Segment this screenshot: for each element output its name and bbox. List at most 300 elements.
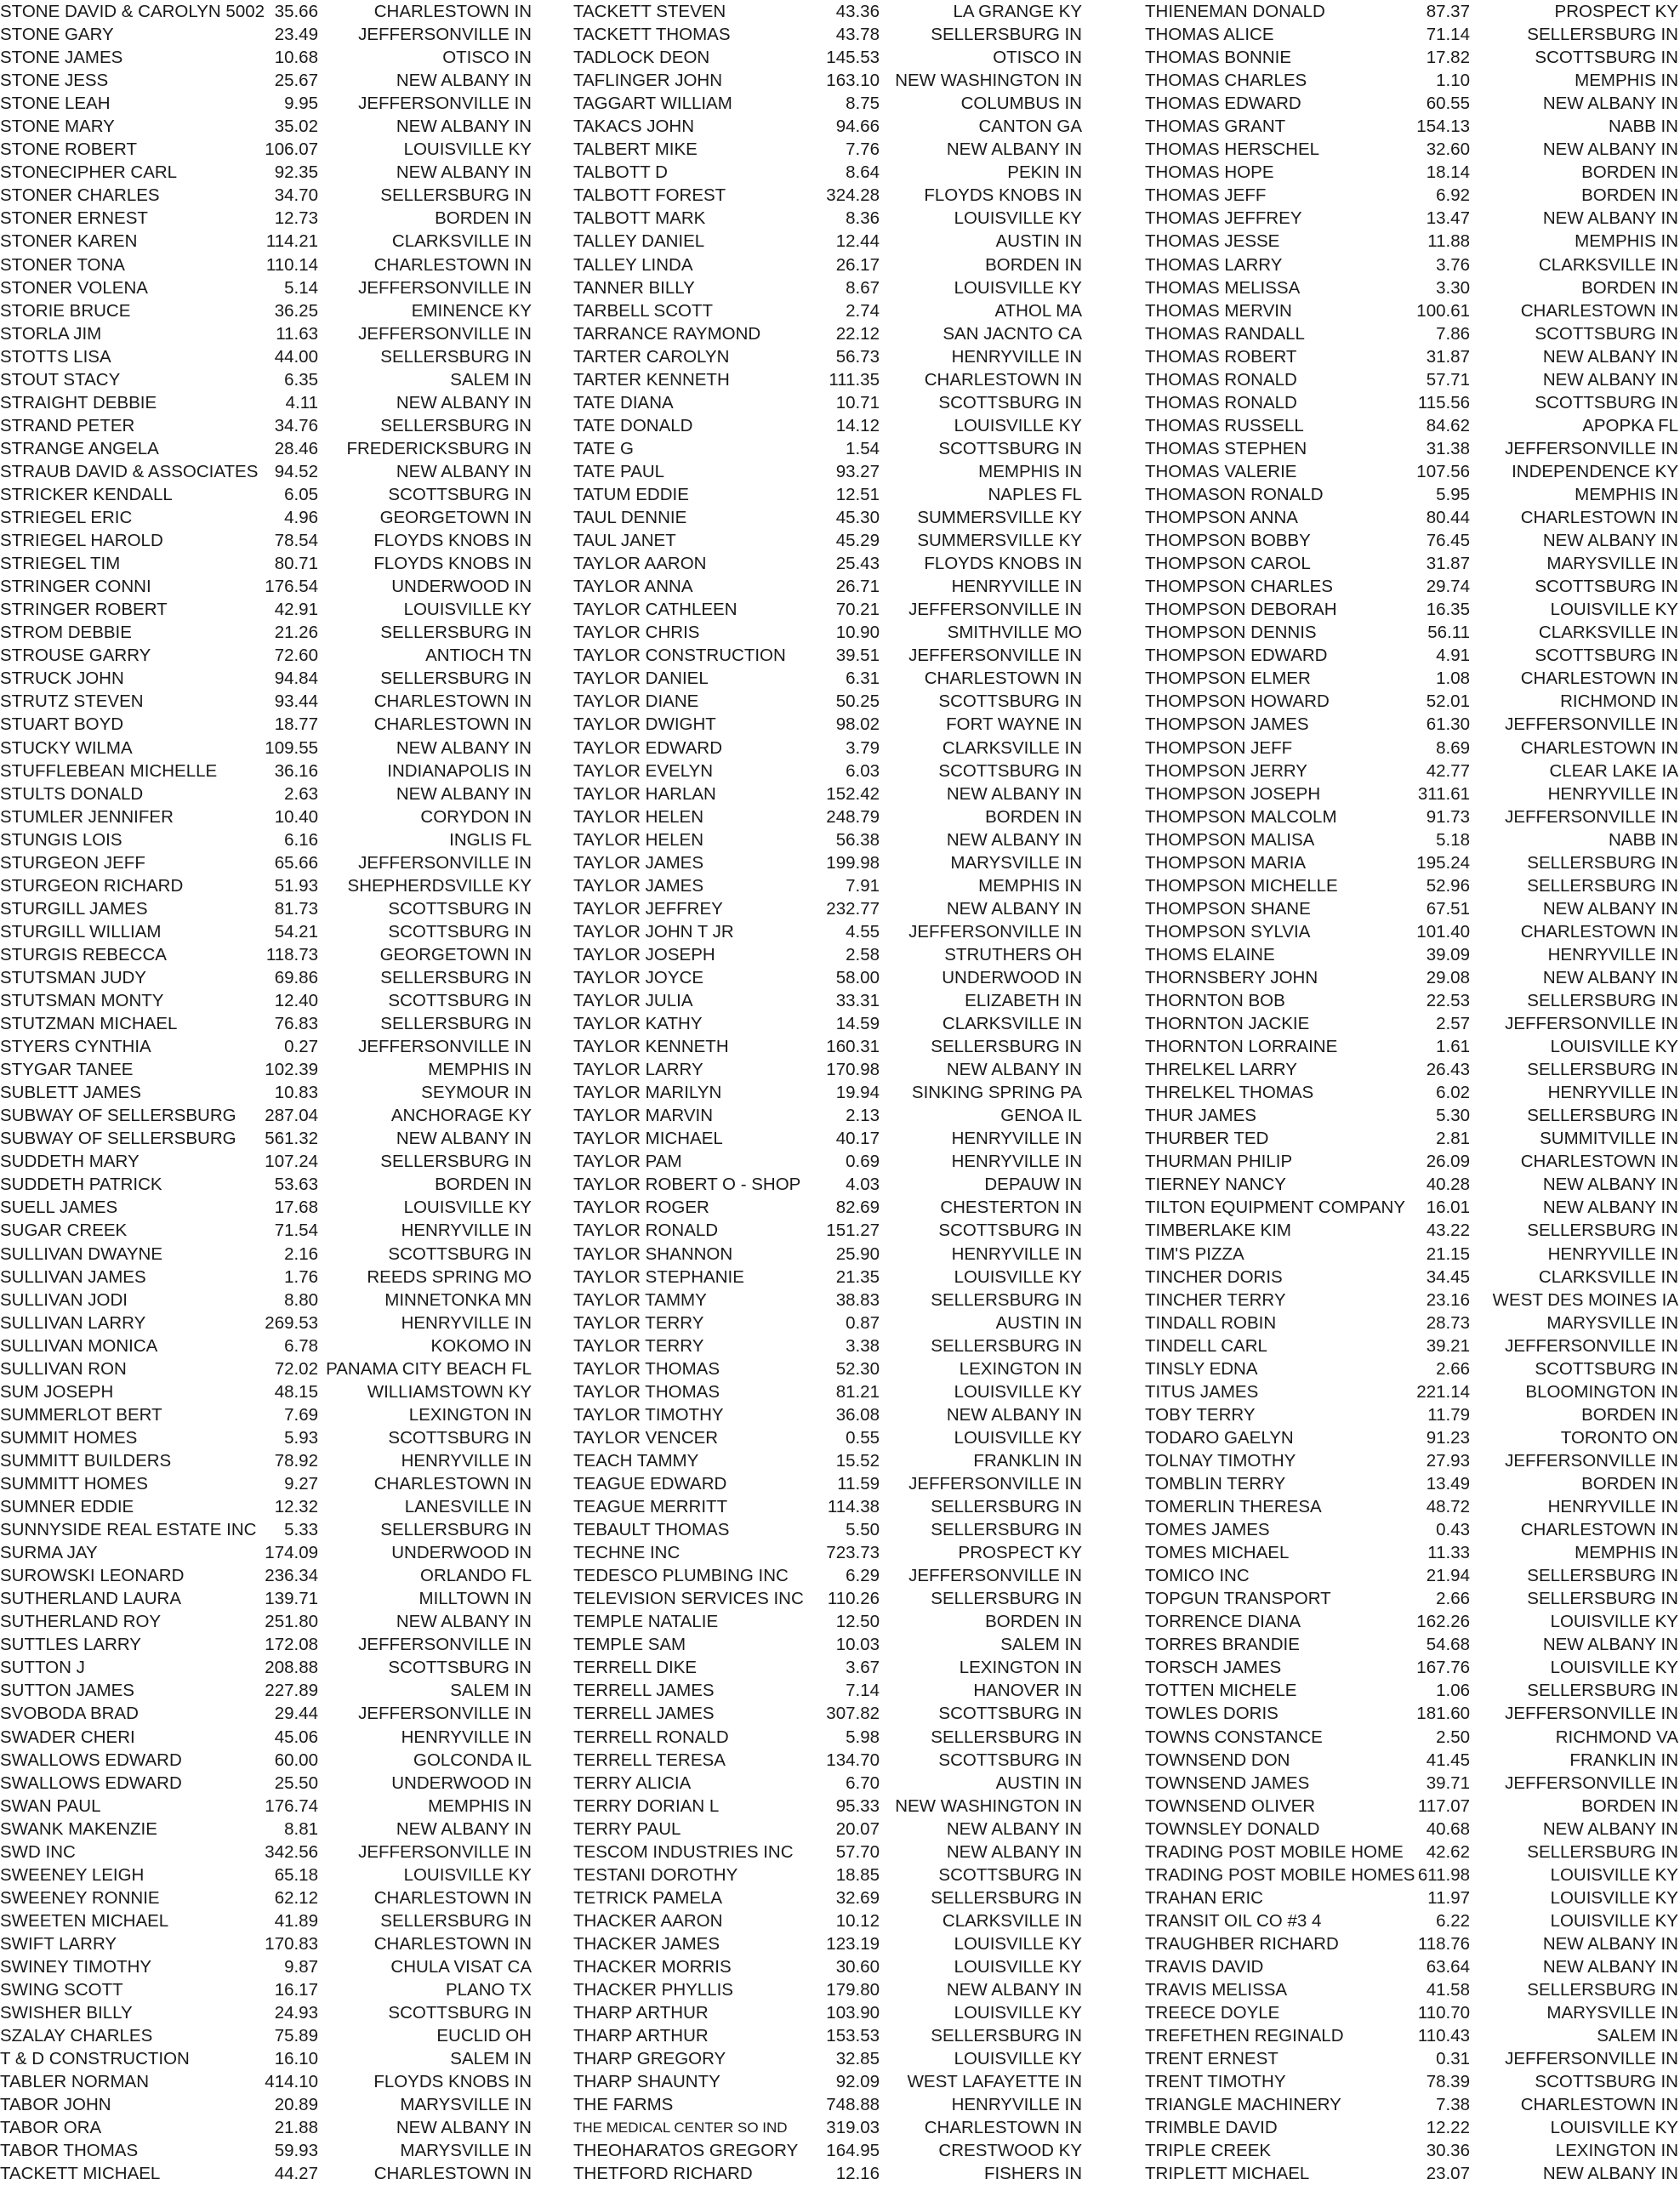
- list-item: [0, 737, 536, 760]
- list-item: [1145, 1610, 1680, 1633]
- city-state: LOUISVILLE KY: [954, 1427, 1082, 1448]
- amount: 2.74: [846, 300, 880, 321]
- city-state: APOPKA FL: [1582, 415, 1678, 435]
- amount: 7.86: [1436, 323, 1470, 344]
- amount: 94.52: [274, 461, 318, 481]
- list-item: [1145, 1357, 1680, 1380]
- city-state: JEFFERSONVILLE IN: [358, 277, 532, 298]
- list-item: [573, 874, 1126, 897]
- owner-name: SWEENEY LEIGH: [0, 1864, 145, 1885]
- owner-name: THOMPSON SHANE: [1145, 898, 1311, 919]
- city-state: SELLERSBURG IN: [931, 1520, 1082, 1540]
- amount: 56.38: [835, 829, 880, 850]
- list-item: [1145, 1334, 1680, 1357]
- owner-name: TREECE DOYLE: [1145, 2003, 1280, 2023]
- owner-name: TACKETT MICHAEL: [0, 2164, 161, 2184]
- amount: 21.26: [274, 623, 318, 643]
- city-state: OTISCO IN: [442, 48, 532, 68]
- city-state: SALEM IN: [450, 1681, 532, 1701]
- list-item: [0, 1541, 536, 1564]
- list-item: [573, 2070, 1126, 2093]
- amount: 91.73: [1426, 806, 1470, 827]
- list-item: [0, 760, 536, 782]
- list-item: [573, 1312, 1126, 1334]
- city-state: SCOTTSBURG IN: [1535, 2072, 1678, 2092]
- amount: 80.44: [1426, 508, 1470, 528]
- city-state: CLARKSVILLE IN: [942, 737, 1082, 758]
- amount: 227.89: [265, 1681, 318, 1701]
- city-state: JEFFERSONVILLE IN: [1505, 1772, 1678, 1793]
- amount: 42.77: [1426, 760, 1470, 781]
- amount: 0.31: [1436, 2049, 1470, 2069]
- amount: 208.88: [265, 1658, 318, 1678]
- city-state: NEW WASHINGTON IN: [895, 71, 1082, 91]
- amount: 114.38: [827, 1497, 880, 1517]
- list-item: [573, 2047, 1126, 2070]
- city-state: FRANKLIN IN: [973, 1450, 1082, 1471]
- city-state: MEMPHIS IN: [428, 1060, 532, 1080]
- list-item: [573, 1702, 1126, 1725]
- list-item: [0, 897, 536, 920]
- owner-name: TALBOTT D: [573, 162, 668, 183]
- list-item: [0, 253, 536, 276]
- list-item: [573, 2116, 1126, 2139]
- owner-name: SULLIVAN JODI: [0, 1289, 128, 1310]
- list-item: [573, 1772, 1126, 1795]
- list-item: [0, 1380, 536, 1403]
- city-state: HENRYVILLE IN: [951, 577, 1082, 597]
- city-state: JEFFERSONVILLE IN: [358, 1037, 532, 1057]
- list-item: [573, 1932, 1126, 1955]
- list-item: [573, 46, 1126, 69]
- city-state: SCOTTSBURG IN: [388, 991, 532, 1011]
- owner-name: STUART BOYD: [0, 714, 124, 735]
- city-state: CLEAR LAKE IA: [1549, 760, 1678, 781]
- list-item: [1145, 92, 1680, 115]
- owner-name: TOWNSEND DON: [1145, 1750, 1290, 1770]
- owner-name: TINDALL ROBIN: [1145, 1312, 1277, 1333]
- city-state: SELLERSBURG IN: [1527, 1980, 1678, 2000]
- list-item: [1145, 690, 1680, 713]
- amount: 10.71: [835, 392, 880, 413]
- list-item: [573, 207, 1126, 230]
- amount: 32.85: [835, 2049, 880, 2069]
- city-state: CLARKSVILLE IN: [391, 231, 532, 252]
- amount: 5.30: [1436, 1106, 1470, 1126]
- city-state: NEW ALBANY IN: [946, 139, 1082, 160]
- amount: 2.58: [846, 944, 880, 964]
- city-state: LOUISVILLE KY: [954, 1933, 1082, 1954]
- owner-name: TITUS JAMES: [1145, 1381, 1259, 1402]
- amount: 81.73: [274, 898, 318, 919]
- city-state: INDEPENDENCE KY: [1512, 461, 1678, 481]
- list-item: [573, 1886, 1126, 1909]
- amount: 43.78: [835, 25, 880, 45]
- amount: 60.00: [274, 1750, 318, 1770]
- owner-name: SUM JOSEPH: [0, 1381, 114, 1402]
- owner-name: TARRANCE RAYMOND: [573, 323, 761, 344]
- amount: 72.60: [274, 646, 318, 666]
- owner-name: TALLEY LINDA: [573, 254, 693, 275]
- amount: 45.06: [274, 1727, 318, 1747]
- owner-name: TEBAULT THOMAS: [573, 1520, 730, 1540]
- owner-name: THARP ARTHUR: [573, 2026, 709, 2046]
- list-item: [0, 1357, 536, 1380]
- city-state: SELLERSBURG IN: [1527, 1221, 1678, 1241]
- city-state: SELLERSBURG IN: [931, 1589, 1082, 1609]
- amount: 36.25: [274, 300, 318, 321]
- list-item: [573, 1334, 1126, 1357]
- amount: 40.68: [1426, 1818, 1470, 1839]
- owner-name: STRAND PETER: [0, 415, 135, 435]
- amount: 35.66: [274, 2, 318, 21]
- city-state: NABB IN: [1608, 117, 1678, 137]
- amount: 14.12: [835, 415, 880, 435]
- city-state: SELLERSBURG IN: [1527, 1681, 1678, 1701]
- owner-name: SUDDETH PATRICK: [0, 1175, 162, 1195]
- city-state: NEW ALBANY IN: [1542, 967, 1678, 987]
- city-state: CLARKSVILLE IN: [942, 1014, 1082, 1034]
- amount: 56.73: [835, 346, 880, 367]
- amount: 92.35: [274, 162, 318, 183]
- amount: 195.24: [1416, 852, 1470, 873]
- owner-name: STURGEON JEFF: [0, 852, 145, 873]
- owner-name: TORRENCE DIANA: [1145, 1612, 1301, 1632]
- amount: 31.38: [1426, 438, 1470, 458]
- city-state: CHARLESTOWN IN: [373, 714, 532, 735]
- owner-name: STONE LEAH: [0, 94, 111, 114]
- city-state: SCOTTSBURG IN: [938, 1864, 1082, 1885]
- owner-name: SWIFT LARRY: [0, 1933, 117, 1954]
- owner-name: THOMAS JESSE: [1145, 231, 1280, 252]
- owner-name: TAYLOR KENNETH: [573, 1037, 729, 1057]
- owner-name: STRANGE ANGELA: [0, 438, 159, 458]
- city-state: SELLERSBURG IN: [380, 1910, 532, 1931]
- list-item: [573, 1127, 1126, 1150]
- city-state: SCOTTSBURG IN: [938, 1750, 1082, 1770]
- city-state: SCOTTSBURG IN: [938, 1221, 1082, 1241]
- amount: 34.70: [274, 185, 318, 206]
- owner-name: THOMPSON JERRY: [1145, 760, 1307, 781]
- owner-name: TIERNEY NANCY: [1145, 1175, 1286, 1195]
- list-item: [1145, 207, 1680, 230]
- list-item: [573, 23, 1126, 46]
- amount: 5.95: [1436, 484, 1470, 504]
- list-item: [0, 690, 536, 713]
- amount: 1.06: [1436, 1681, 1470, 1701]
- city-state: NAPLES FL: [988, 484, 1082, 504]
- list-item: [573, 1289, 1126, 1312]
- city-state: NEW WASHINGTON IN: [895, 1795, 1082, 1816]
- list-item: [0, 1726, 536, 1749]
- city-state: LOUISVILLE KY: [1550, 1864, 1678, 1885]
- amount: 31.87: [1426, 346, 1470, 367]
- amount: 35.02: [274, 117, 318, 137]
- city-state: SCOTTSBURG IN: [1535, 646, 1678, 666]
- list-item: [573, 1749, 1126, 1772]
- city-state: LOUISVILLE KY: [1550, 1612, 1678, 1632]
- listing-column-3: [1145, 0, 1680, 2184]
- owner-name: TARTER CAROLYN: [573, 346, 730, 367]
- city-state: NEW ALBANY IN: [396, 1129, 532, 1149]
- owner-name: TOWNS CONSTANCE: [1145, 1727, 1323, 1747]
- owner-name: TRIANGLE MACHINERY: [1145, 2095, 1341, 2115]
- owner-name: TAYLOR CONSTRUCTION: [573, 646, 786, 666]
- owner-name: THRELKEL LARRY: [1145, 1060, 1297, 1080]
- city-state: NEW ALBANY IN: [396, 2118, 532, 2138]
- owner-name: TEAGUE EDWARD: [573, 1474, 727, 1494]
- amount: 5.14: [284, 277, 318, 298]
- list-item: [0, 1932, 536, 1955]
- city-state: MARYSVILLE IN: [1546, 1312, 1678, 1333]
- list-item: [1145, 184, 1680, 207]
- amount: 10.40: [274, 806, 318, 827]
- amount: 17.68: [274, 1198, 318, 1218]
- city-state: REEDS SPRING MO: [367, 1266, 532, 1287]
- amount: 57.70: [835, 1841, 880, 1862]
- city-state: SELLERSBURG IN: [931, 1289, 1082, 1310]
- list-item: [573, 2001, 1126, 2024]
- list-item: [1145, 299, 1680, 322]
- city-state: PLANO TX: [445, 1980, 532, 2000]
- list-item: [1145, 552, 1680, 575]
- owner-name: THOMAS LARRY: [1145, 254, 1283, 275]
- amount: 10.12: [835, 1910, 880, 1931]
- city-state: SELLERSBURG IN: [931, 1497, 1082, 1517]
- city-state: WILLIAMSTOWN KY: [367, 1381, 532, 1402]
- city-state: CHARLESTOWN IN: [373, 1474, 532, 1494]
- amount: 63.64: [1426, 1956, 1470, 1977]
- list-item: [573, 966, 1126, 989]
- owner-name: STOTTS LISA: [0, 346, 111, 367]
- list-item: [1145, 437, 1680, 460]
- list-item: [573, 276, 1126, 299]
- owner-name: TERRY ALICIA: [573, 1772, 692, 1793]
- amount: 26.09: [1426, 1152, 1470, 1172]
- owner-name: THACKER JAMES: [573, 1933, 720, 1954]
- city-state: CHULA VISAT CA: [390, 1956, 532, 1977]
- city-state: OTISCO IN: [993, 48, 1082, 68]
- list-item: [1145, 460, 1680, 483]
- owner-name: TAYLOR EDWARD: [573, 737, 723, 758]
- amount: 151.27: [826, 1221, 880, 1241]
- city-state: CHARLESTOWN IN: [1520, 508, 1678, 528]
- list-item: [1145, 2093, 1680, 2116]
- owner-name: SZALAY CHARLES: [0, 2026, 153, 2046]
- list-item: [573, 1035, 1126, 1058]
- city-state: CRESTWOOD KY: [938, 2141, 1082, 2161]
- list-item: [1145, 1035, 1680, 1058]
- city-state: UNDERWOOD IN: [391, 577, 532, 597]
- list-item: [0, 805, 536, 828]
- amount: 287.04: [265, 1106, 318, 1126]
- owner-name: SWD INC: [0, 1841, 76, 1862]
- amount: 13.47: [1426, 208, 1470, 229]
- owner-name: TAFLINGER JOHN: [573, 71, 723, 91]
- owner-name: THOMPSON JEFF: [1145, 737, 1293, 758]
- owner-name: STRIEGEL ERIC: [0, 508, 133, 528]
- owner-name: STUTSMAN MONTY: [0, 991, 164, 1011]
- amount: 7.69: [284, 1404, 318, 1425]
- city-state: LANESVILLE IN: [404, 1497, 532, 1517]
- owner-name: TAYLOR STEPHANIE: [573, 1266, 744, 1287]
- owner-name: SUBWAY OF SELLERSBURG: [0, 1106, 236, 1126]
- list-item: [1145, 1081, 1680, 1104]
- city-state: KOKOMO IN: [430, 1335, 532, 1356]
- amount: 269.53: [265, 1312, 318, 1333]
- city-state: NEW ALBANY IN: [1542, 1175, 1678, 1195]
- listing-column-1: [0, 0, 536, 2184]
- list-item: [1145, 897, 1680, 920]
- list-item: [0, 713, 536, 736]
- city-state: JEFFERSONVILLE IN: [358, 94, 532, 114]
- list-item: [573, 253, 1126, 276]
- list-item: [0, 437, 536, 460]
- city-state: HENRYVILLE IN: [951, 1243, 1082, 1264]
- amount: 39.71: [1426, 1772, 1470, 1793]
- city-state: NEW ALBANY IN: [1542, 346, 1678, 367]
- owner-name: THOMPSON ANNA: [1145, 508, 1298, 528]
- city-state: LOUISVILLE KY: [403, 139, 532, 160]
- city-state: RICHMOND IN: [1560, 691, 1678, 712]
- list-item: [0, 1012, 536, 1035]
- city-state: NEW ALBANY IN: [1542, 1933, 1678, 1954]
- city-state: SALEM IN: [1000, 1635, 1082, 1655]
- owner-name: THOMAS BONNIE: [1145, 48, 1291, 68]
- amount: 8.67: [846, 277, 880, 298]
- owner-name: THOMAS EDWARD: [1145, 94, 1301, 114]
- city-state: SELLERSBURG IN: [1527, 1566, 1678, 1586]
- list-item: [573, 552, 1126, 575]
- owner-name: T & D CONSTRUCTION: [0, 2049, 190, 2069]
- list-item: [573, 989, 1126, 1012]
- owner-name: STUNGIS LOIS: [0, 829, 122, 850]
- city-state: LEXINGTON IN: [959, 1658, 1082, 1678]
- owner-name: TAYLOR CATHLEEN: [573, 600, 737, 620]
- amount: 78.92: [274, 1450, 318, 1471]
- owner-name: TALLEY DANIEL: [573, 231, 705, 252]
- city-state: JEFFERSONVILLE IN: [908, 921, 1082, 942]
- city-state: NEW ALBANY IN: [396, 117, 532, 137]
- list-item: [1145, 644, 1680, 667]
- city-state: SHEPHERDSVILLE KY: [347, 875, 532, 896]
- list-item: [573, 713, 1126, 736]
- amount: 56.11: [1427, 623, 1470, 643]
- amount: 62.12: [274, 1887, 318, 1908]
- list-item: [573, 1403, 1126, 1426]
- list-item: [1145, 414, 1680, 437]
- owner-name: TAYLOR PAM: [573, 1152, 682, 1172]
- amount: 6.16: [284, 829, 318, 850]
- amount: 1.54: [846, 438, 880, 458]
- owner-name: STURGEON RICHARD: [0, 875, 184, 896]
- owner-name: SUMNER EDDIE: [0, 1497, 134, 1517]
- list-item: [0, 230, 536, 253]
- city-state: HENRYVILLE IN: [1547, 783, 1678, 804]
- owner-name: THOMPSON MARIA: [1145, 852, 1307, 873]
- list-item: [573, 1426, 1126, 1449]
- city-state: AUSTIN IN: [995, 1772, 1082, 1793]
- list-item: [1145, 2162, 1680, 2185]
- owner-name: SUGAR CREEK: [0, 1221, 128, 1241]
- owner-name: STRINGER CONNI: [0, 577, 151, 597]
- city-state: UNDERWOOD IN: [391, 1772, 532, 1793]
- amount: 12.32: [274, 1497, 318, 1517]
- city-state: NEW ALBANY IN: [396, 461, 532, 481]
- city-state: JEFFERSONVILLE IN: [908, 1474, 1082, 1494]
- amount: 11.63: [276, 323, 318, 344]
- amount: 0.69: [846, 1152, 880, 1172]
- amount: 12.40: [274, 991, 318, 1011]
- city-state: BORDEN IN: [1581, 185, 1678, 206]
- amount: 29.08: [1426, 967, 1470, 987]
- owner-name: SULLIVAN LARRY: [0, 1312, 146, 1333]
- owner-name: TAYLOR JAMES: [573, 852, 704, 873]
- list-item: [1145, 138, 1680, 161]
- amount: 11.88: [1427, 231, 1470, 252]
- owner-name: SUDDETH MARY: [0, 1152, 140, 1172]
- list-item: [573, 621, 1126, 644]
- amount: 61.30: [1426, 714, 1470, 735]
- owner-name: TINCHER DORIS: [1145, 1266, 1283, 1287]
- list-item: [1145, 828, 1680, 851]
- list-item: [573, 2162, 1126, 2185]
- list-item: [1145, 1472, 1680, 1495]
- amount: 52.30: [835, 1358, 880, 1379]
- list-item: [573, 1864, 1126, 1886]
- owner-name: TATE G: [573, 438, 634, 458]
- owner-name: TINCHER TERRY: [1145, 1289, 1286, 1310]
- city-state: CHARLESTOWN IN: [373, 1933, 532, 1954]
- owner-name: STURGILL WILLIAM: [0, 921, 162, 942]
- amount: 9.27: [284, 1474, 318, 1494]
- amount: 25.67: [274, 71, 318, 91]
- city-state: JEFFERSONVILLE IN: [1505, 2049, 1678, 2069]
- owner-name: THOMS ELAINE: [1145, 944, 1275, 964]
- amount: 311.61: [1417, 783, 1470, 804]
- city-state: AUSTIN IN: [995, 231, 1082, 252]
- list-item: [0, 1127, 536, 1150]
- list-item: [573, 1909, 1126, 1932]
- amount: 14.59: [835, 1014, 880, 1034]
- owner-name: STONER KAREN: [0, 231, 138, 252]
- city-state: MEMPHIS IN: [1575, 231, 1678, 252]
- owner-name: STRIEGEL HAROLD: [0, 531, 163, 551]
- amount: 5.50: [846, 1520, 880, 1540]
- list-item: [0, 598, 536, 621]
- amount: 110.14: [265, 254, 318, 275]
- amount: 134.70: [826, 1750, 880, 1770]
- list-item: [1145, 805, 1680, 828]
- amount: 91.23: [1426, 1427, 1470, 1448]
- owner-name: TEMPLE SAM: [573, 1635, 686, 1655]
- amount: 9.95: [284, 94, 318, 114]
- city-state: CLARKSVILLE IN: [1538, 623, 1678, 643]
- list-item: [0, 1196, 536, 1219]
- owner-name: TESTANI DOROTHY: [573, 1864, 738, 1885]
- owner-name: SUMMITT BUILDERS: [0, 1450, 172, 1471]
- amount: 8.64: [846, 162, 880, 183]
- amount: 3.67: [846, 1658, 880, 1678]
- amount: 78.39: [1426, 2072, 1470, 2092]
- city-state: ANCHORAGE KY: [390, 1106, 532, 1126]
- amount: 44.27: [274, 2164, 318, 2184]
- owner-name: THOMPSON JOSEPH: [1145, 783, 1321, 804]
- list-item: [573, 483, 1126, 506]
- amount: 26.43: [1426, 1060, 1470, 1080]
- amount: 117.07: [1417, 1795, 1470, 1816]
- amount: 4.91: [1436, 646, 1470, 666]
